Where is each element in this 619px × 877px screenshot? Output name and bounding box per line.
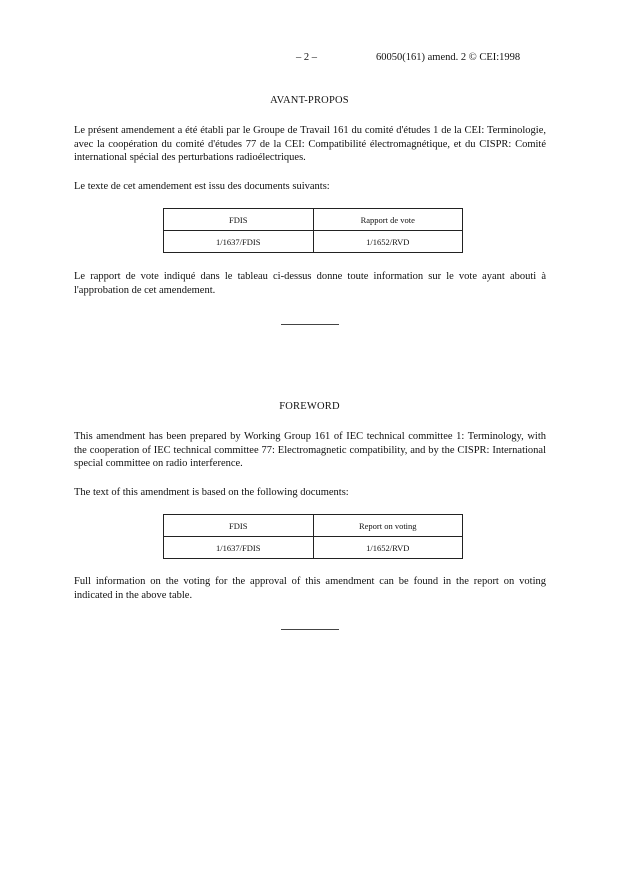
french-title: AVANT-PROPOS <box>270 95 349 106</box>
table-header-cell: FDIS <box>164 209 314 231</box>
table-cell: 1/1652/RVD <box>313 231 463 253</box>
table-row <box>164 231 463 253</box>
english-closing-paragraph: Full information on the voting for the approval of this amendment can be found in the report on voting indicated in the above table. <box>74 576 546 601</box>
page-number: – 2 – <box>296 52 317 63</box>
french-documents-sentence: Le texte de cet amendement est issu des documents suivants: <box>74 181 330 192</box>
table-row <box>164 537 463 559</box>
english-intro-paragraph: This amendment has been prepared by Working Group 161 of IEC technical committee 1: Terminology, with the cooperation of IEC technical committee 77: Electromagnetic compatibility, and by the CISPR: International special committee on radio interference. <box>74 431 546 469</box>
section-divider <box>281 324 339 325</box>
english-title: FOREWORD <box>279 401 340 412</box>
table-header-row <box>164 209 463 231</box>
table-header-cell: Rapport de vote <box>313 209 463 231</box>
table-cell: 1/1652/RVD <box>313 537 463 559</box>
table-header-row <box>164 515 463 537</box>
page-header <box>0 52 619 66</box>
french-documents-table <box>163 208 463 253</box>
french-closing-paragraph: Le rapport de vote indiqué dans le tableau ci-dessus donne toute information sur le vote ayant abouti à l'approbation de cet amendement. <box>74 271 546 296</box>
table-header-cell: Report on voting <box>313 515 463 537</box>
table-header-cell: FDIS <box>164 515 314 537</box>
document-reference: 60050(161) amend. 2 © CEI:1998 <box>376 52 521 63</box>
english-documents-sentence: The text of this amendment is based on the following documents: <box>74 487 349 498</box>
english-documents-table <box>163 514 463 559</box>
section-divider <box>281 629 339 630</box>
table-cell: 1/1637/FDIS <box>164 231 314 253</box>
table-cell: 1/1637/FDIS <box>164 537 314 559</box>
french-intro-paragraph: Le présent amendement a été établi par le Groupe de Travail 161 du comité d'études 1 de la CEI: Terminologie, avec la coopération du comité d'études 77 de la CEI: Compatibilité électromagnétique, et du CISPR: Comité international spécial des perturbations radioélectriques. <box>74 125 546 163</box>
